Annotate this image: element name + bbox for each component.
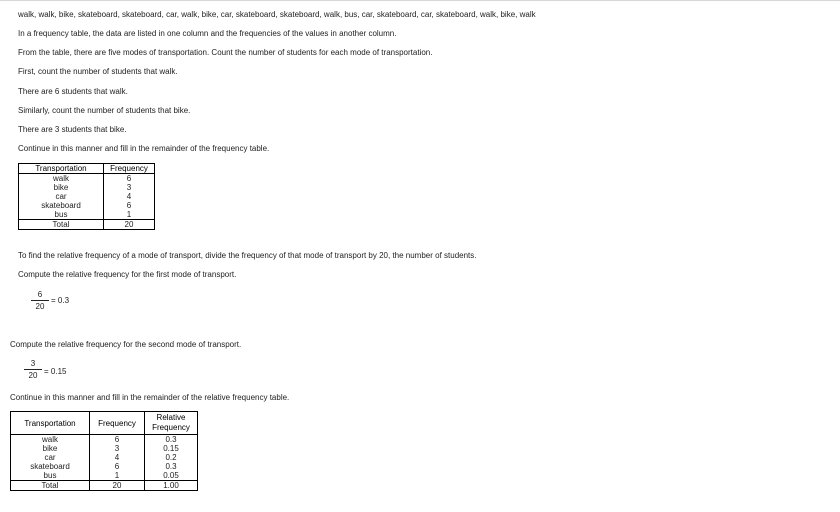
table-row — [11, 435, 198, 445]
fraction-denominator: 20 — [35, 302, 45, 311]
step-text: There are 6 students that walk. — [18, 87, 128, 96]
fraction-numerator: 3 — [30, 359, 36, 368]
table-cell: 0.15 — [145, 444, 198, 453]
table-cell: 1 — [90, 471, 145, 481]
table-cell: 6 — [104, 174, 155, 184]
table-cell: 20 — [90, 481, 145, 491]
table-cell: 20 — [104, 220, 155, 230]
table-row — [11, 462, 198, 471]
table-row — [19, 192, 155, 201]
fraction-result: = 0.3 — [51, 296, 70, 305]
table-cell: bike — [19, 183, 104, 192]
table-cell: bus — [11, 471, 90, 481]
table-header: Relative Frequency — [145, 412, 198, 435]
table-cell: skateboard — [11, 462, 90, 471]
table-cell: 1 — [104, 210, 155, 220]
table-row — [11, 471, 198, 481]
table-cell: 0.2 — [145, 453, 198, 462]
step-text: In a frequency table, the data are listed in one column and the frequencies of the values in another column. — [18, 29, 397, 38]
table-cell: bike — [11, 444, 90, 453]
table-cell: car — [19, 192, 104, 201]
table-cell: 1.00 — [145, 481, 198, 491]
table-row — [19, 201, 155, 210]
table-cell: 6 — [90, 435, 145, 445]
table-cell: 6 — [104, 201, 155, 210]
table-row — [19, 183, 155, 192]
table-cell: walk — [11, 435, 90, 445]
step-text: Continue in this manner and fill in the remainder of the frequency table. — [18, 144, 270, 153]
fraction-bar — [31, 300, 49, 301]
table-row — [19, 210, 155, 220]
table-row — [19, 174, 155, 184]
table-cell: Total — [11, 481, 90, 491]
table-header: Frequency — [90, 412, 145, 435]
table-header: Transportation — [11, 412, 90, 435]
fraction — [24, 359, 42, 380]
data-sequence: walk, walk, bike, skateboard, skateboard, car, walk, bike, car, skateboard, skateboard, walk, bus, car, skateboard, car, skateboard, walk, bike, walk — [18, 10, 536, 19]
table-cell: bus — [19, 210, 104, 220]
table-cell: car — [11, 453, 90, 462]
step-text: Compute the relative frequency for the first mode of transport. — [18, 270, 237, 279]
step-text: First, count the number of students that walk. — [18, 67, 178, 76]
table-cell: walk — [19, 174, 104, 184]
frequency-table — [18, 163, 155, 230]
fraction-numerator: 6 — [37, 290, 43, 299]
step-text: To find the relative frequency of a mode of transport, divide the frequency of that mode of transport by 20, the number of students. — [18, 251, 477, 260]
fraction — [31, 290, 49, 311]
relative-frequency-table — [10, 411, 198, 491]
table-row — [11, 444, 198, 453]
top-divider — [0, 0, 840, 1]
step-text: Continue in this manner and fill in the remainder of the relative frequency table. — [10, 393, 290, 402]
table-total-row — [11, 481, 198, 491]
table-header: Transportation — [19, 164, 104, 174]
table-cell: 3 — [104, 183, 155, 192]
table-cell: 0.05 — [145, 471, 198, 481]
table-cell: 0.3 — [145, 435, 198, 445]
table-cell: Total — [19, 220, 104, 230]
step-text: Similarly, count the number of students that bike. — [18, 106, 191, 115]
table-header: Frequency — [104, 164, 155, 174]
table-cell: 3 — [90, 444, 145, 453]
table-row — [11, 453, 198, 462]
table-cell: 4 — [90, 453, 145, 462]
step-text: There are 3 students that bike. — [18, 125, 127, 134]
table-total-row — [19, 220, 155, 230]
fraction-denominator: 20 — [28, 371, 38, 380]
step-text: Compute the relative frequency for the second mode of transport. — [10, 340, 242, 349]
table-cell: skateboard — [19, 201, 104, 210]
table-cell: 0.3 — [145, 462, 198, 471]
fraction-result: = 0.15 — [44, 367, 67, 376]
table-cell: 4 — [104, 192, 155, 201]
table-cell: 6 — [90, 462, 145, 471]
step-text: From the table, there are five modes of transportation. Count the number of students for each mode of transportation. — [18, 48, 433, 57]
fraction-bar — [24, 369, 42, 370]
